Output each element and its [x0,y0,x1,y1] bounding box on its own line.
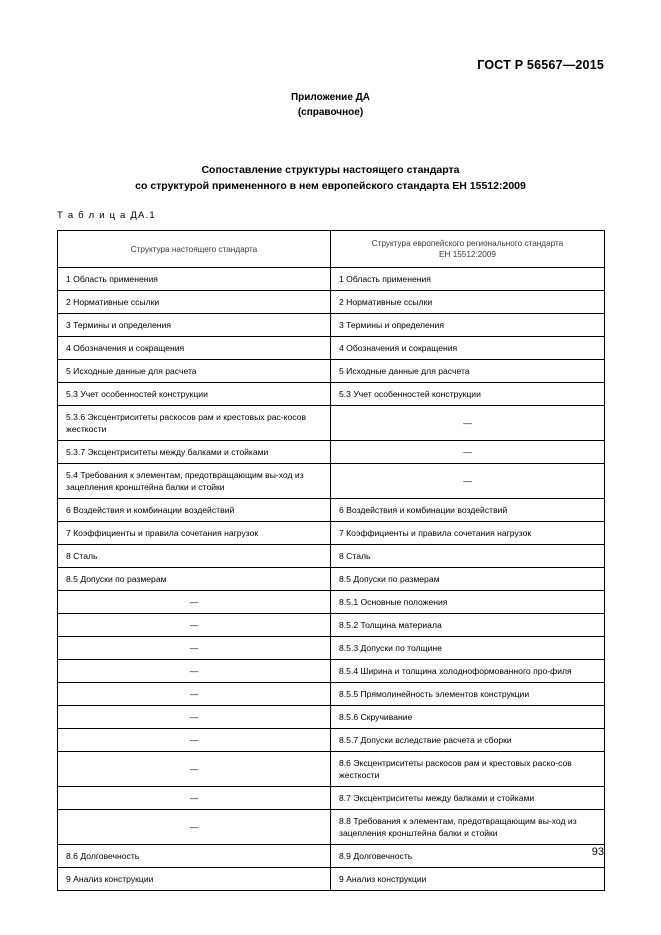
table-row [58,787,605,810]
cell-left: 1 Область применения [58,268,331,291]
cell-left: 9 Анализ конструкции [58,868,331,891]
cell-left: — [58,614,331,637]
table-row [58,729,605,752]
comparison-table [57,230,605,891]
cell-right: — [331,406,605,441]
cell-left: 8.5 Допуски по размерам [58,568,331,591]
cell-right: 8.5.5 Прямолинейность элементов конструкции [331,683,605,706]
table-row [58,660,605,683]
page-number: 93 [591,846,604,858]
table-caption: Т а б л и ц а ДА.1 [57,210,156,221]
cell-right: 8.5.6 Скручивание [331,706,605,729]
cell-left: 5.3.6 Эксцентриситеты раскосов рам и крестовых рас-косов жесткости [58,406,331,441]
cell-right: 6 Воздействия и комбинации воздействий [331,499,605,522]
cell-right: 8.5.4 Ширина и толщина холодноформованного про-филя [331,660,605,683]
cell-right: 8.8 Требования к элементам, предотвращающим вы-ход из зацепления кронштейна балки и стойки [331,810,605,845]
cell-left: 8 Сталь [58,545,331,568]
table-row [58,268,605,291]
cell-right: 8.5.1 Основные положения [331,591,605,614]
appendix-heading [0,90,661,120]
table-row [58,545,605,568]
table-row [58,591,605,614]
cell-left: 7 Коэффициенты и правила сочетания нагрузок [58,522,331,545]
cell-right: 4 Обозначения и сокращения [331,337,605,360]
appendix-subtitle: (справочное) [297,107,364,118]
cell-right: 8.9 Долговечность [331,845,605,868]
table-row [58,810,605,845]
table-row [58,314,605,337]
cell-left: — [58,660,331,683]
cell-right: 7 Коэффициенты и правила сочетания нагрузок [331,522,605,545]
cell-right: — [331,441,605,464]
cell-right: 5.3 Учет особенностей конструкции [331,383,605,406]
table-row [58,499,605,522]
cell-left: 5.4 Требования к элементам, предотвращающим вы-ход из зацепления кронштейна балки и стойки [58,464,331,499]
cell-right: 8.5 Допуски по размерам [331,568,605,591]
cell-right: — [331,464,605,499]
table-row [58,360,605,383]
cell-left: — [58,706,331,729]
cell-right: 5 Исходные данные для расчета [331,360,605,383]
table-row [58,441,605,464]
section-title-line-2: со структурой примененного в нем европейского стандарта ЕН 15512:2009 [135,180,526,192]
table-row [58,752,605,787]
cell-right: 1 Область применения [331,268,605,291]
table-row [58,522,605,545]
cell-left: 4 Обозначения и сокращения [58,337,331,360]
cell-left: 5.3 Учет особенностей конструкции [58,383,331,406]
cell-left: — [58,787,331,810]
cell-left: — [58,752,331,787]
appendix-title: Приложение ДА [290,92,371,103]
cell-left: — [58,729,331,752]
cell-left: 5 Исходные данные для расчета [58,360,331,383]
cell-right: 8.6 Эксцентриситеты раскосов рам и крестовых раско-сов жесткости [331,752,605,787]
table-row [58,706,605,729]
cell-left: 3 Термины и определения [58,314,331,337]
cell-right: 8.7 Эксцентриситеты между балками и стойками [331,787,605,810]
cell-left: 6 Воздействия и комбинации воздействий [58,499,331,522]
table-row [58,845,605,868]
cell-left: — [58,683,331,706]
cell-right: 8.5.3 Допуски по толщине [331,637,605,660]
cell-left: 2 Нормативные ссылки [58,291,331,314]
cell-right: 2 Нормативные ссылки [331,291,605,314]
table-row [58,683,605,706]
table-row [58,568,605,591]
cell-left: 5.3.7 Эксцентриситеты между балками и стойками [58,441,331,464]
table-row [58,383,605,406]
standard-header: ГОСТ Р 56567—2015 [477,58,604,72]
table-row [58,291,605,314]
table-row [58,464,605,499]
cell-right: 3 Термины и определения [331,314,605,337]
cell-right: 8 Сталь [331,545,605,568]
column-header-european-line-2: ЕН 15512:2009 [439,250,496,259]
table-row [58,406,605,441]
section-title-line-1: Сопоставление структуры настоящего стандарта [201,164,460,176]
column-header-european [331,231,605,268]
table-body [58,268,605,891]
table-row [58,614,605,637]
table-row [58,868,605,891]
cell-left: — [58,810,331,845]
table-row [58,637,605,660]
column-header-european-line-1: Структура европейского регионального стандарта [371,239,564,248]
cell-left: — [58,637,331,660]
cell-left: — [58,591,331,614]
table-header-row [58,231,605,268]
column-header-national: Структура настоящего стандарта [58,231,331,268]
table-row [58,337,605,360]
section-title [0,162,661,194]
cell-left: 8.6 Долговечность [58,845,331,868]
cell-right: 9 Анализ конструкции [331,868,605,891]
cell-right: 8.5.7 Допуски вследствие расчета и сборки [331,729,605,752]
cell-right: 8.5.2 Толщина материала [331,614,605,637]
